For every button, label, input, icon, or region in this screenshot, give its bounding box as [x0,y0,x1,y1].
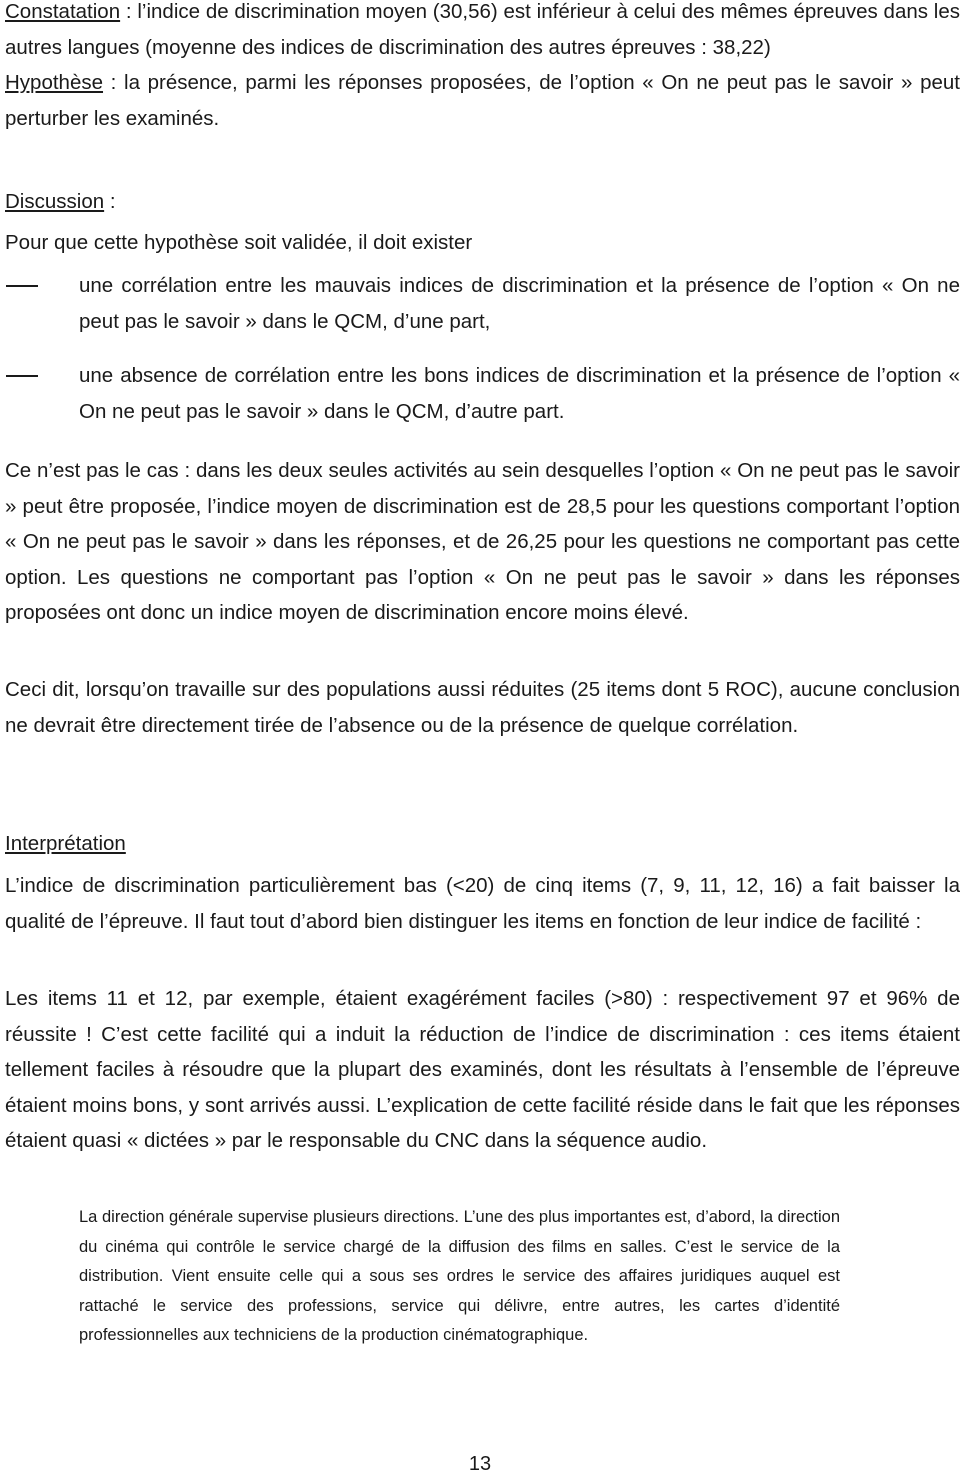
constatation-text: : l’indice de discrimination moyen (30,56) est inférieur à celui des mêmes épreuves dans les autres langues (moyenne des indices de discrimination des autres épreuves : 38,22) [5,0,960,59]
interpretation-paragraph-1: L’indice de discrimination particulièrement bas (<20) de cinq items (7, 9, 11, 12, 16) a fait baisser la qualité de l’épreuve. Il faut tout d’abord bien distinguer les items en fonction de leur indice de facilité : [5,874,960,933]
audio-transcript-quote: La direction générale supervise plusieurs directions. L’une des plus importantes est, d’abord, la direction du cinéma qui contrôle le service chargé de la diffusion des films en salles. C’est le service de la distribution. Vient ensuite celle qui a sous ses ordres le service des affaires juridiques auquel est rattaché le service des professions, service qui délivre, entre autres, les cartes d’identité professionnelles aux techniciens de la production cinématographique. [79,1208,840,1344]
list-item [5,358,960,429]
interpretation-heading: Interprétation [5,832,126,855]
discussion-paragraph-2: Ceci dit, lorsqu’on travaille sur des populations aussi réduites (25 items dont 5 ROC), aucune conclusion ne devrait être directement tirée de l’absence ou de la présence de quelque corrélation. [5,678,960,737]
hypothese-text: : la présence, parmi les réponses proposées, de l’option « On ne peut pas le savoir » peut perturber les examinés. [5,71,960,130]
list-item [5,268,960,339]
hypothese-label: Hypothèse [5,71,104,94]
page-number: 13 [468,1453,492,1475]
list-item-text: une absence de corrélation entre les bons indices de discrimination et la présence de l’option « On ne peut pas le savoir » dans le QCM, d’autre part. [79,364,960,423]
discussion-paragraph-1: Ce n’est pas le cas : dans les deux seules activités au sein desquelles l’option « On ne peut pas le savoir » peut être proposée, l’indice moyen de discrimination est de 28,5 pour les questions comportant l’option « On ne peut pas le savoir » dans les réponses, et de 26,25 pour les questions ne comportant pas cette option. Les questions ne comportant pas l’option « On ne peut pas le savoir » dans les réponses proposées ont donc un indice moyen de discrimination encore moins élevé. [5,459,960,624]
dash-bullet-icon [6,285,38,287]
dash-bullet-icon [6,375,38,377]
discussion-heading [5,184,960,220]
list-item-text: une corrélation entre les mauvais indices de discrimination et la présence de l’option « On ne peut pas le savoir » dans le QCM, d’une part, [79,274,960,333]
discussion-suffix: : [104,190,116,213]
condition-list [5,268,960,429]
constatation-hypothese-section [5,0,960,136]
discussion-intro: Pour que cette hypothèse soit validée, il doit exister [5,231,473,254]
constatation-label: Constatation [5,0,121,23]
hypothese-paragraph [5,65,960,136]
interpretation-paragraph-2: Les items 11 et 12, par exemple, étaient exagérément faciles (>80) : respectivement 97 et 96% de réussite ! C’est cette facilité qui a induit la réduction de l’indice de discrimination : ces items étaient tellement faciles à résoudre que la plupart des examinés, dont les résultats à l’ensemble de l’épreuve étaient moins bons, y sont arrivés aussi. L’explication de cette facilité réside dans le fait que les réponses étaient quasi « dictées » par le responsable du CNC dans la séquence audio. [5,987,960,1152]
discussion-label: Discussion [5,190,105,213]
constatation-paragraph [5,0,960,65]
